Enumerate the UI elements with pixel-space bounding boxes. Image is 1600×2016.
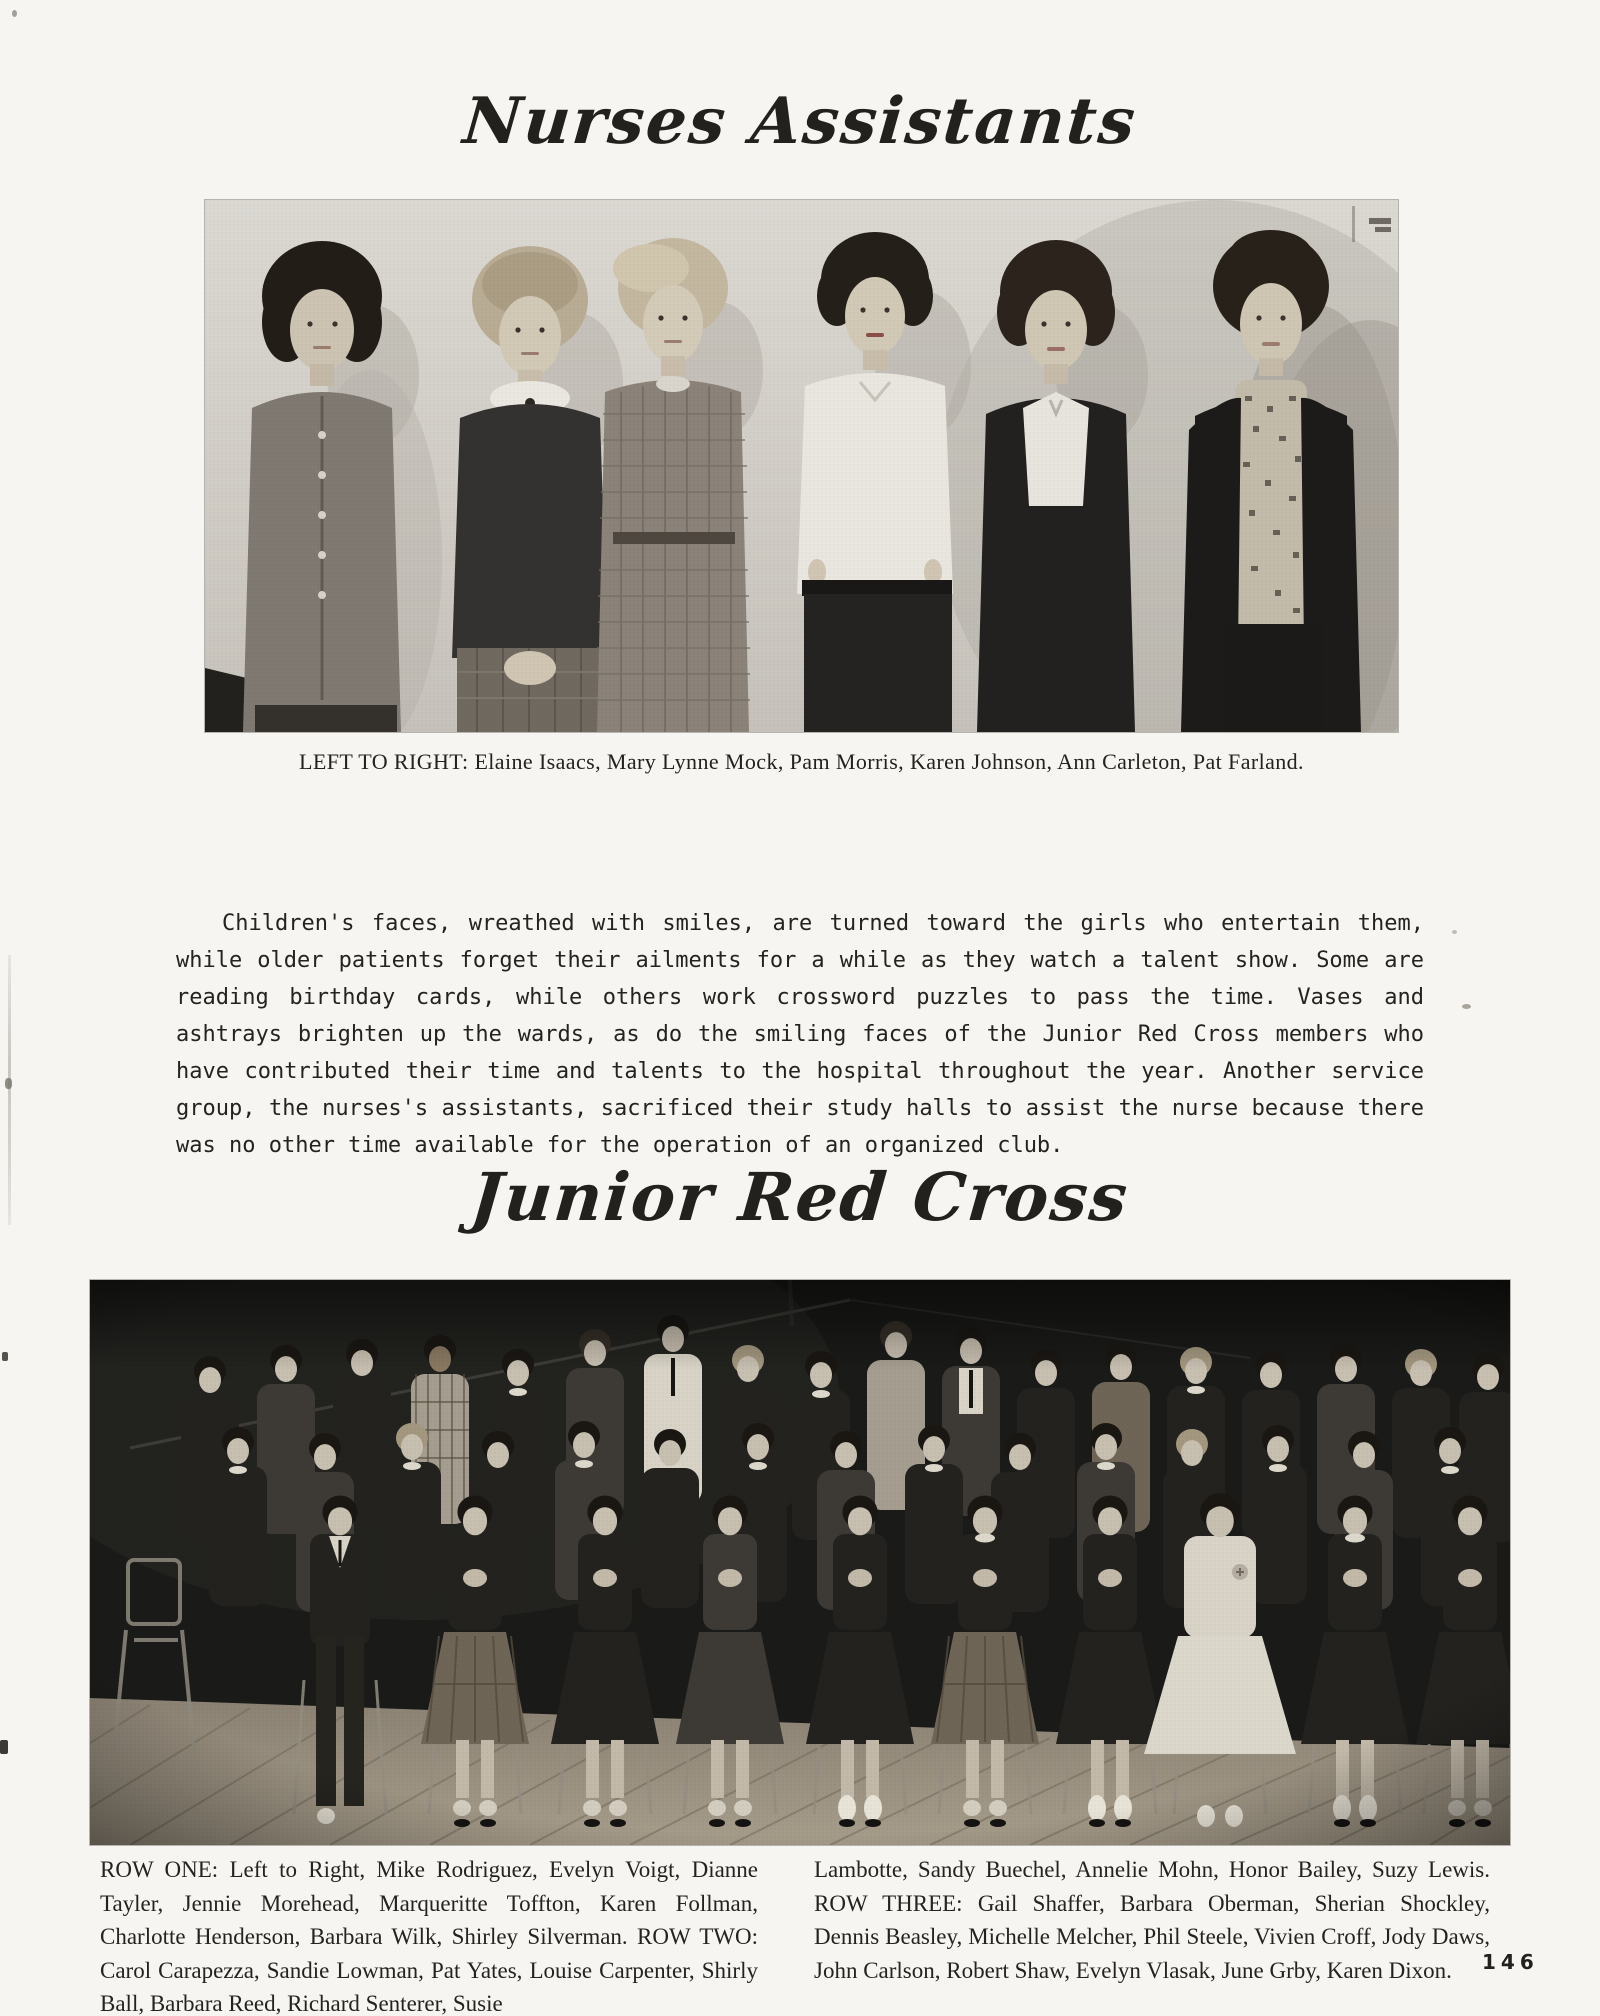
body-paragraph: Children's faces, wreathed with smiles, are turned toward the girls who entertain them, while older patients forget their ailments for a while as they watch a talent show. Some are reading birthday cards, while others work crossword puzzles to pass the time. Vases and ashtrays brighten up the wards, as do the smiling faces of the Junior Red Cross members who have contributed their time and talents to the hospital throughout the year. Another service group, the nurses's assistants, sacrificed their study halls to assist the nurse because there was no other time available for the operation of an organized club.: [176, 911, 1424, 1158]
scan-speck: [2, 1352, 8, 1361]
photo-caption-nurses: LEFT TO RIGHT: Elaine Isaacs, Mary Lynne Mock, Pam Morris, Karen Johnson, Ann Carleton, Pat Farland.: [299, 749, 1304, 774]
scan-speck: [5, 1078, 12, 1089]
junior-red-cross-photo: [90, 1280, 1510, 1845]
nurses-photo-illustration: [205, 200, 1398, 732]
scan-speck: [12, 10, 17, 17]
page-number: 146: [1482, 1950, 1539, 1974]
jrc-photo-illustration: [90, 1280, 1510, 1845]
scan-speck: [1452, 930, 1457, 934]
photo-caption-jrc-right-column: Lambotte, Sandy Buechel, Annelie Mohn, Honor Bailey, Suzy Lewis. ROW THREE: Gail Shaffer, Barbara Oberman, Sherian Shockley, Dennis Beasley, Michelle Melcher, Phil Steele, Vivien Croff, Jody Daws, John Carlson, Robert Shaw, Evelyn Vlasak, June Grby, Karen Dixon.: [814, 1857, 1490, 1983]
nurses-assistants-photo: [205, 200, 1398, 732]
section-title-nurses-assistants: Nurses Assistants: [460, 84, 1140, 159]
photo-caption-jrc-left-column: ROW ONE: Left to Right, Mike Rodriguez, Evelyn Voigt, Dianne Tayler, Jennie Morehead, Marqueritte Toffton, Karen Follman, Charlotte Henderson, Barbara Wilk, Shirley Silverman. ROW TWO: Carol Carapezza, Sandie Lowman, Pat Yates, Louise Carpenter, Shirly Ball, Barbara Reed, Richard Senterer, Susie: [100, 1857, 758, 2016]
section-title-junior-red-cross: Junior Red Cross: [467, 1158, 1133, 1236]
scan-speck: [1462, 1004, 1471, 1009]
scan-speck: [0, 1740, 8, 1754]
